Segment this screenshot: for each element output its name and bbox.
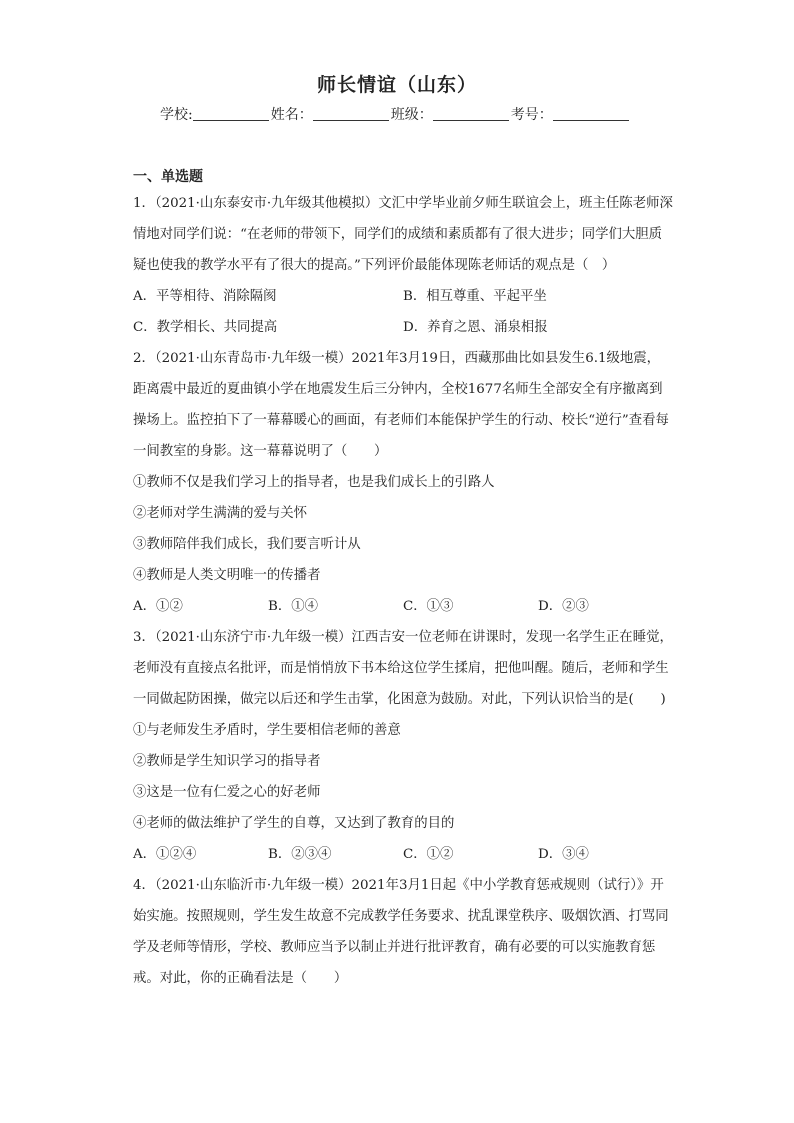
question-list <box>133 188 673 994</box>
option-b[interactable]: B．②③④ <box>268 847 332 862</box>
exam-no-blank[interactable] <box>553 106 629 121</box>
option-c[interactable]: C．教学相长、共同提高 <box>133 320 278 335</box>
option-a[interactable]: A．①②④ <box>133 847 197 862</box>
school-label: 学校: <box>160 107 193 123</box>
option-d[interactable]: D．养育之恩、涌泉相报 <box>403 320 548 335</box>
question-stem: 1．（2021·山东泰安市·九年级其他模拟）文汇中学毕业前夕师生联谊会上，班主任陈老师深情地对同学们说：“在老师的带领下，同学们的成绩和素质都有了很大进步；同学们大胆质疑也使我的教学水平有了很大的提高。”下列评价最能体现陈老师话的观点是（ ） <box>133 196 673 273</box>
student-info-line <box>160 104 631 124</box>
option-list <box>133 839 673 870</box>
option-c[interactable]: C．①② <box>403 847 454 862</box>
statement: ③教师陪伴我们成长，我们要言听计从 <box>133 537 361 552</box>
question-stem: 2．（2021·山东青岛市·九年级一模）2021年3月19日，西藏那曲比如县发生6.1级地震，距离震中最近的夏曲镇小学在地震发生后三分钟内，全校1677名师生全部安全有序撤离到操场上。监控拍下了一幕幕暖心的画面，有老师们本能保护学生的行动、校长“逆行”查看每一间教室的身影。这一幕幕说明了（ ） <box>133 351 669 459</box>
section-heading: 一、单选题 <box>133 169 203 185</box>
option-a[interactable]: A．平等相待、消除隔阂 <box>133 289 277 304</box>
option-list <box>133 281 673 343</box>
statement: ③这是一位有仁爱之心的好老师 <box>133 785 321 800</box>
question-stem: 4．（2021·山东临沂市·九年级一模）2021年3月1日起《中小学教育惩戒规则（试行）》开始实施。按照规则，学生发生故意不完成教学任务要求、扰乱课堂秩序、吸烟饮酒、打骂同学及老师等情形，学校、教师应当予以制止并进行批评教育，确有必要的可以实施教育惩戒。对此，你的正确看法是（ ） <box>133 878 669 986</box>
question <box>133 188 673 343</box>
option-b[interactable]: B．①④ <box>268 599 319 614</box>
option-b[interactable]: B．相互尊重、平起平坐 <box>403 289 547 304</box>
option-c[interactable]: C．①③ <box>403 599 454 614</box>
option-d[interactable]: D．②③ <box>538 599 589 614</box>
statement: ④老师的做法维护了学生的自尊，又达到了教育的目的 <box>133 816 455 831</box>
class-label: 班级： <box>390 107 433 123</box>
class-blank[interactable] <box>433 106 509 121</box>
statement: ②老师对学生满满的爱与关怀 <box>133 506 308 521</box>
question <box>133 343 673 622</box>
question <box>133 870 673 994</box>
name-blank[interactable] <box>313 106 389 121</box>
school-blank[interactable] <box>193 106 269 121</box>
exam-no-label: 考号： <box>510 107 553 123</box>
question-stem: 3．（2021·山东济宁市·九年级一模）江西吉安一位老师在讲课时，发现一名学生正在睡觉，老师没有直接点名批评，而是悄悄放下书本给这位学生揉肩，把他叫醒。随后，老师和学生一同做起防困操，做完以后还和学生击掌，化困意为鼓励。对此，下列认识恰当的是( ) <box>133 630 673 707</box>
option-d[interactable]: D．③④ <box>538 847 589 862</box>
statement: ②教师是学生知识学习的指导者 <box>133 754 321 769</box>
question <box>133 622 673 870</box>
option-list <box>133 591 673 622</box>
statement: ①教师不仅是我们学习上的指导者，也是我们成长上的引路人 <box>133 475 495 490</box>
statement: ④教师是人类文明唯一的传播者 <box>133 568 321 583</box>
option-a[interactable]: A．①② <box>133 599 183 614</box>
page-title: 师长情谊（山东） <box>316 74 477 96</box>
name-label: 姓名： <box>270 107 313 123</box>
statement: ①与老师发生矛盾时，学生要相信老师的善意 <box>133 723 401 738</box>
